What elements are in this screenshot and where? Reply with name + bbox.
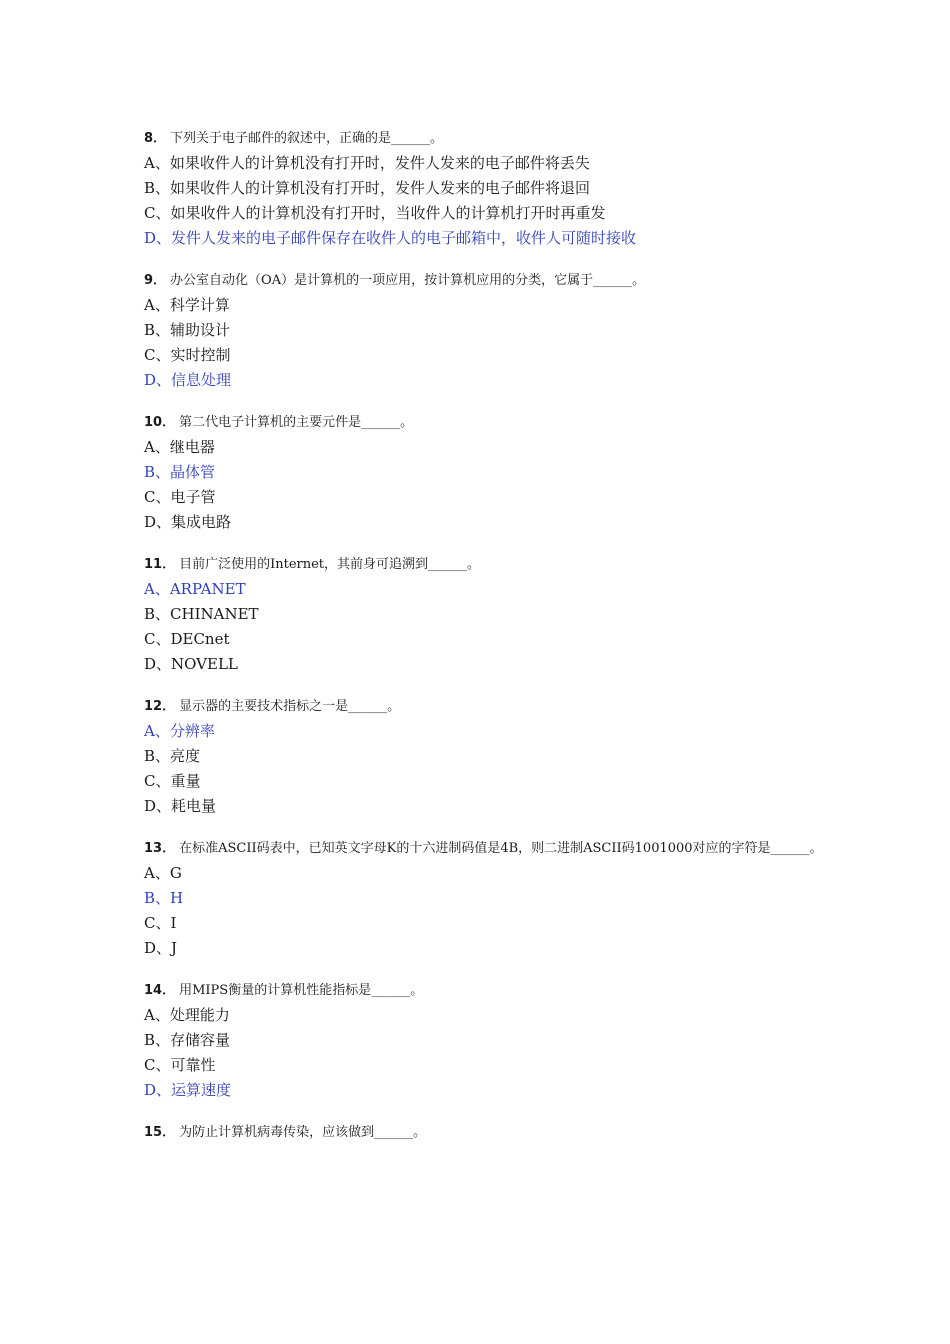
question-block [144, 410, 824, 535]
answer-option: B、亮度 [144, 747, 201, 765]
question-number: 15． [144, 1125, 176, 1140]
answer-option-correct: A、分辨率 [144, 722, 215, 740]
answer-option: A、继电器 [144, 438, 215, 456]
question-stem [144, 694, 824, 719]
answer-option: B、存储容量 [144, 1031, 231, 1049]
answer-option: A、处理能力 [144, 1006, 230, 1024]
answer-option: D、J [144, 939, 178, 957]
answer-option: B、辅助设计 [144, 321, 231, 339]
answer-option: C、电子管 [144, 488, 216, 506]
question-number: 10． [144, 415, 176, 430]
question-stem [144, 126, 824, 151]
question-text: 用MIPS衡量的计算机性能指标是______。 [179, 983, 424, 998]
question-block [144, 836, 824, 961]
answer-option: B、CHINANET [144, 605, 259, 623]
question-block [144, 694, 824, 819]
answer-option: C、如果收件人的计算机没有打开时，当收件人的计算机打开时再重发 [144, 204, 606, 222]
question-stem [144, 268, 824, 293]
question-stem [144, 978, 824, 1003]
answer-option-correct: A、ARPANET [144, 580, 246, 598]
answer-option: C、重量 [144, 772, 201, 790]
question-text: 目前广泛使用的Internet，其前身可追溯到______。 [179, 557, 481, 572]
question-block [144, 552, 824, 677]
question-stem [144, 552, 824, 577]
answer-option: A、如果收件人的计算机没有打开时，发件人发来的电子邮件将丢失 [144, 154, 590, 172]
answer-option: C、I [144, 914, 177, 932]
question-text: 显示器的主要技术指标之一是______。 [179, 699, 401, 714]
answer-option: A、G [144, 864, 182, 882]
question-number: 11． [144, 557, 176, 572]
question-stem [144, 1120, 824, 1145]
question-text: 办公室自动化（OA）是计算机的一项应用，按计算机应用的分类，它属于______。 [170, 273, 646, 288]
answer-option: D、NOVELL [144, 655, 238, 673]
question-text: 为防止计算机病毒传染，应该做到______。 [179, 1125, 427, 1140]
answer-option-correct: D、发件人发来的电子邮件保存在收件人的电子邮箱中，收件人可随时接收 [144, 229, 637, 247]
question-block [144, 978, 824, 1103]
question-number: 14． [144, 983, 176, 998]
question-number: 9． [144, 273, 167, 288]
answer-option: D、集成电路 [144, 513, 232, 531]
answer-option: B、如果收件人的计算机没有打开时，发件人发来的电子邮件将退回 [144, 179, 591, 197]
question-block [144, 268, 824, 393]
question-number: 12． [144, 699, 176, 714]
question-document [144, 126, 824, 1162]
question-text: 下列关于电子邮件的叙述中，正确的是______。 [170, 131, 444, 146]
question-text: 在标准ASCII码表中，已知英文字母K的十六进制码值是4B，则二进制ASCII码1001000对应的字符是______。 [179, 841, 823, 856]
question-stem [144, 836, 824, 861]
question-stem [144, 410, 824, 435]
answer-option: A、科学计算 [144, 296, 230, 314]
answer-option: D、耗电量 [144, 797, 217, 815]
answer-option-correct: B、H [144, 889, 184, 907]
answer-option-correct: D、信息处理 [144, 371, 232, 389]
answer-option-correct: D、运算速度 [144, 1081, 232, 1099]
answer-option-correct: B、晶体管 [144, 463, 216, 481]
question-number: 13． [144, 841, 176, 856]
answer-option: C、可靠性 [144, 1056, 216, 1074]
question-text: 第二代电子计算机的主要元件是______。 [179, 415, 414, 430]
question-block [144, 1120, 824, 1145]
answer-option: C、DECnet [144, 630, 230, 648]
question-block [144, 126, 824, 251]
question-number: 8． [144, 131, 167, 146]
answer-option: C、实时控制 [144, 346, 231, 364]
